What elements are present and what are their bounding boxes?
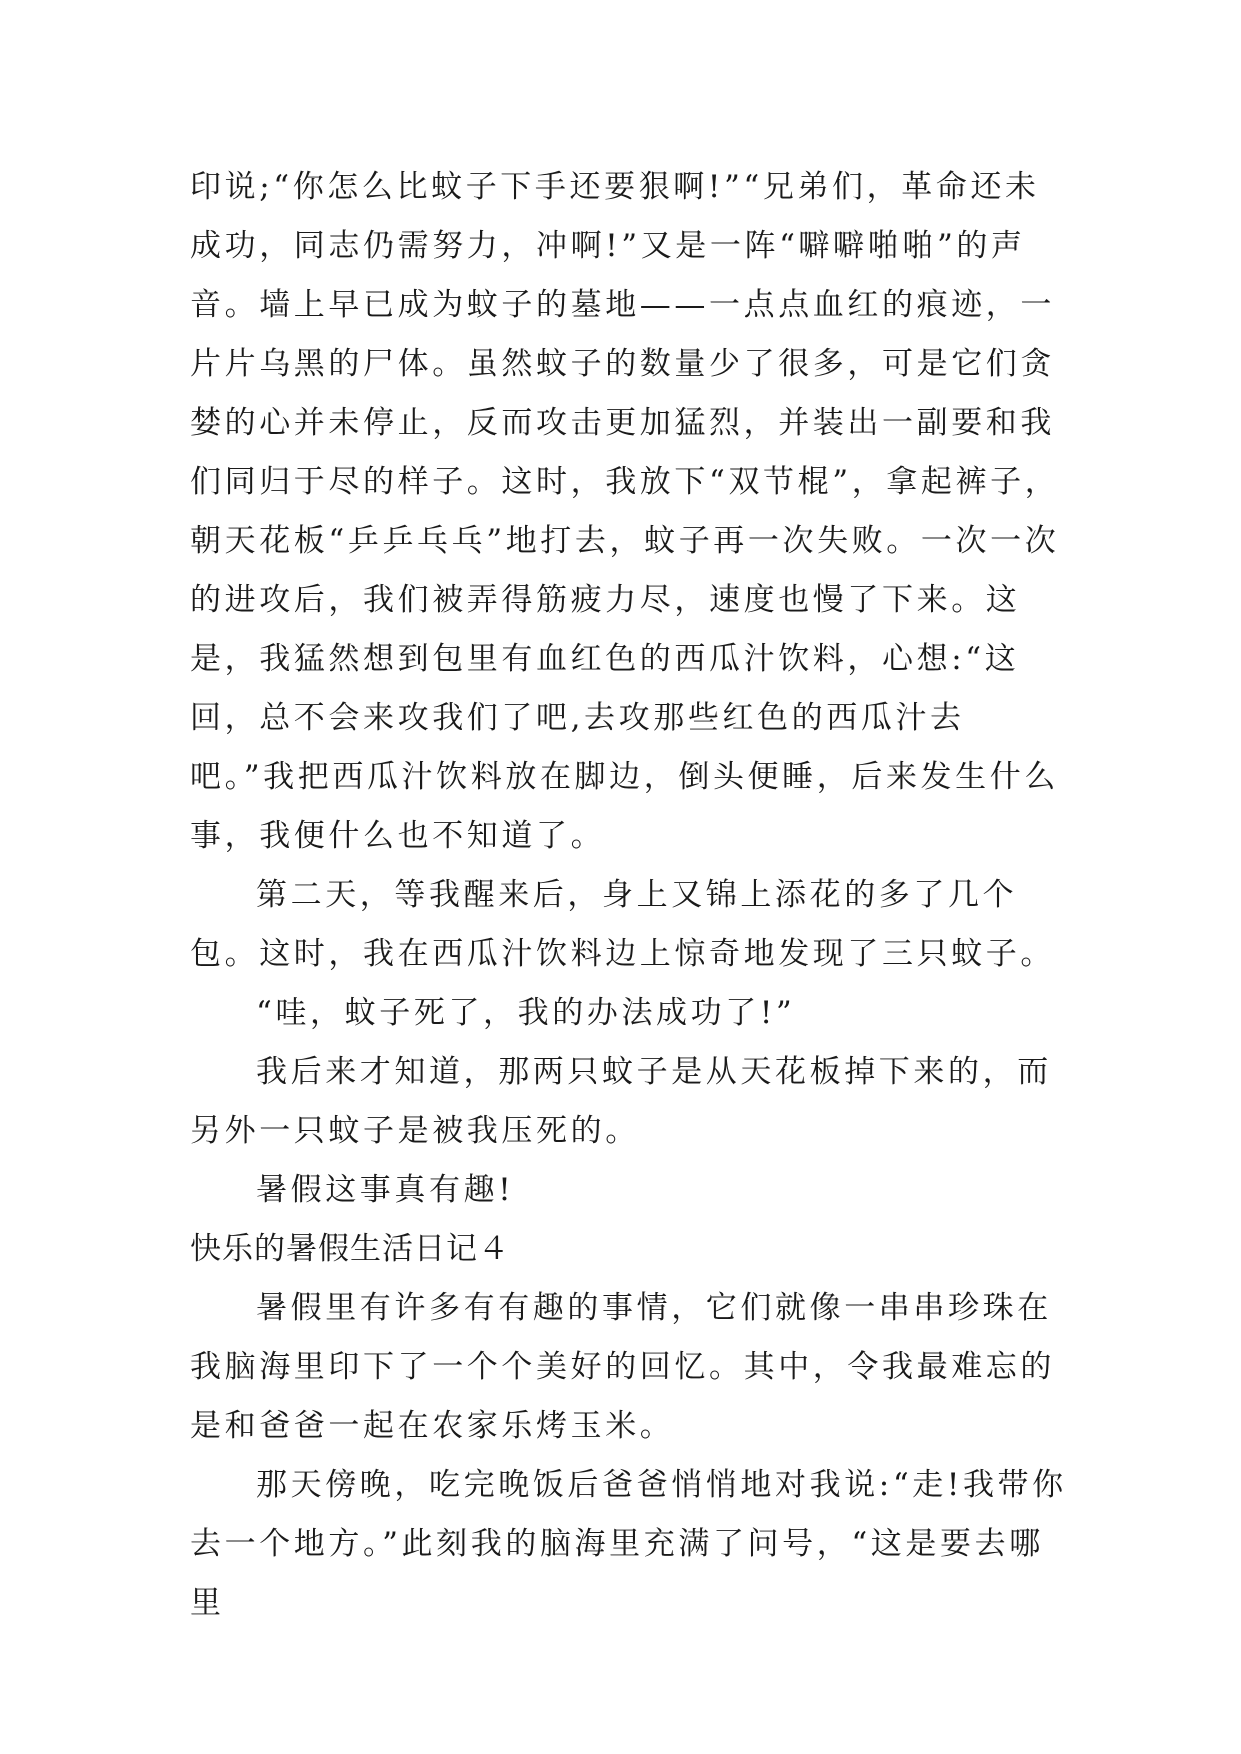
section-heading-diary-4: 快乐的暑假生活日记４ xyxy=(190,1231,510,1267)
paragraph-exclamation: “哇，蚊子死了，我的办法成功了!” xyxy=(256,995,796,1031)
paragraph-mosquito-battle: 印说;“你怎么比蚊子下手还要狠啊!”“兄弟们，革命还未成功，同志仍需努力，冲啊!”又是一阵“噼噼啪啪”的声音。墙上早已成为蚊子的墓地——一点点血红的痕迹，一片片乌黑的尸体。虽然蚊子的数量少了很多，可是它们贪婪的心并未停止，反而攻击更加猛烈，并装出一副要和我们同归于尽的样子。这时，我放下“双节棍”，拿起裤子，朝天花板“乒乒乓乓”地打去，蚊子再一次失败。一次一次的进攻后，我们被弄得筋疲力尽，速度也慢了下来。这是，我猛然想到包里有血红色的西瓜汁饮料，心想:“这回，总不会来攻我们了吧,去攻那些红色的西瓜汁去吧。”我把西瓜汁饮料放在脚边，倒头便睡，后来发生什么事，我便什么也不知道了。 xyxy=(190,169,1060,854)
paragraph-summer-fun: 暑假这事真有趣! xyxy=(256,1172,515,1208)
paragraph-next-day: 第二天，等我醒来后，身上又锦上添花的多了几个包。这时，我在西瓜汁饮料边上惊奇地发现了三只蚊子。 xyxy=(190,877,1055,972)
paragraph-summer-memories: 暑假里有许多有有趣的事情，它们就像一串串珍珠在我脑海里印下了一个个美好的回忆。其中，令我最难忘的是和爸爸一起在农家乐烤玉米。 xyxy=(190,1290,1055,1444)
paragraph-later-learned: 我后来才知道，那两只蚊子是从天花板掉下来的，而另外一只蚊子是被我压死的。 xyxy=(190,1054,1052,1149)
document-body xyxy=(190,158,1070,1633)
paragraph-that-evening: 那天傍晚，吃完晚饭后爸爸悄悄地对我说:“走!我带你去一个地方。”此刻我的脑海里充满了问号，“这是要去哪里 xyxy=(190,1467,1067,1621)
